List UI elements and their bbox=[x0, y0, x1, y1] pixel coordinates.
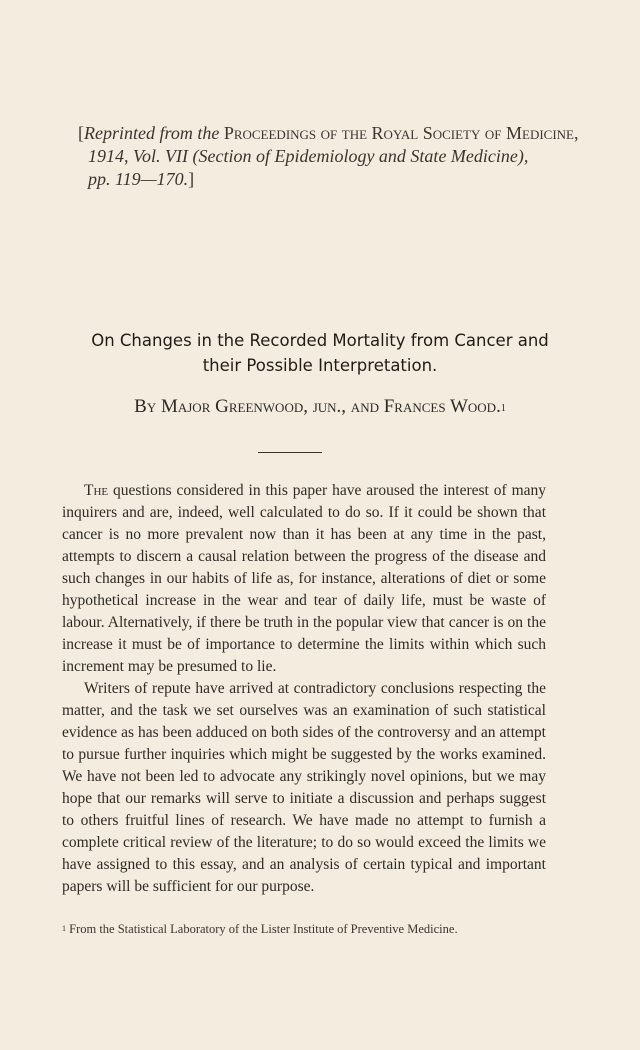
reprint-line-1 bbox=[78, 122, 578, 145]
reprint-line-3 bbox=[78, 168, 578, 191]
article-body bbox=[62, 480, 546, 898]
title-line-2: their Possible Interpretation. bbox=[202, 356, 438, 375]
footnote-marker: 1 bbox=[62, 924, 66, 933]
paragraph-lead-word: The bbox=[84, 482, 109, 499]
footnote bbox=[62, 921, 552, 937]
paragraph-1 bbox=[62, 480, 546, 678]
reprint-notice bbox=[78, 122, 578, 191]
paragraph-2: Writers of repute have arrived at contradictory conclusions respecting the matter, and the task we set ourselves was an examination of such statistical evidence as has been adduced on both sides of the controversy and an attempt to pursue further inquiries which might be suggested by the works examined. We have not been led to advocate any strikingly novel opinions, but we may hope that our remarks will serve to initiate a discussion and perhaps suggest to others fruitful lines of research. We have made no attempt to furnish a complete critical review of the literature; to do so would exceed the limits we have assigned to this essay, and an analysis of certain typical and important papers will be sufficient for our purpose. bbox=[62, 680, 546, 895]
article-title bbox=[40, 328, 600, 378]
footnote-ref: 1 bbox=[500, 403, 506, 414]
page-range: pp. 119—170. bbox=[88, 169, 189, 189]
footnote-text: From the Statistical Laboratory of the Lister Institute of Preventive Medicine. bbox=[69, 922, 458, 936]
reprint-open-bracket: [ bbox=[78, 123, 84, 143]
title-line-1: On Changes in the Recorded Mortality from Cancer and bbox=[91, 331, 549, 350]
byline-text: By Major Greenwood, jun., and Frances Wood. bbox=[134, 396, 501, 417]
journal-name: Proceedings of the Royal Society of Medicine, bbox=[223, 123, 579, 143]
paragraph-1-text: questions considered in this paper have aroused the interest of many inquirers and are, indeed, well calculated to do so. If it could be shown that cancer is no more prevalent now than it has been at any time in the past, attempts to discern a causal relation between the progress of the disease and such changes in our habits of life as, for instance, alterations of diet or some hypothetical increase in the wear and tear of daily life, must be waste of labour. Alternatively, if there be truth in the popular view that cancer is on the increase it must be of importance to determine the limits within which such increment may be presumed to lie. bbox=[62, 482, 547, 675]
section-divider bbox=[258, 452, 322, 453]
reprint-line-2: 1914, Vol. VII (Section of Epidemiology and State Medicine), bbox=[88, 146, 529, 166]
reprint-close-bracket: ] bbox=[188, 169, 195, 189]
reprint-prefix: Reprinted from the bbox=[84, 123, 220, 143]
author-byline bbox=[40, 394, 600, 420]
